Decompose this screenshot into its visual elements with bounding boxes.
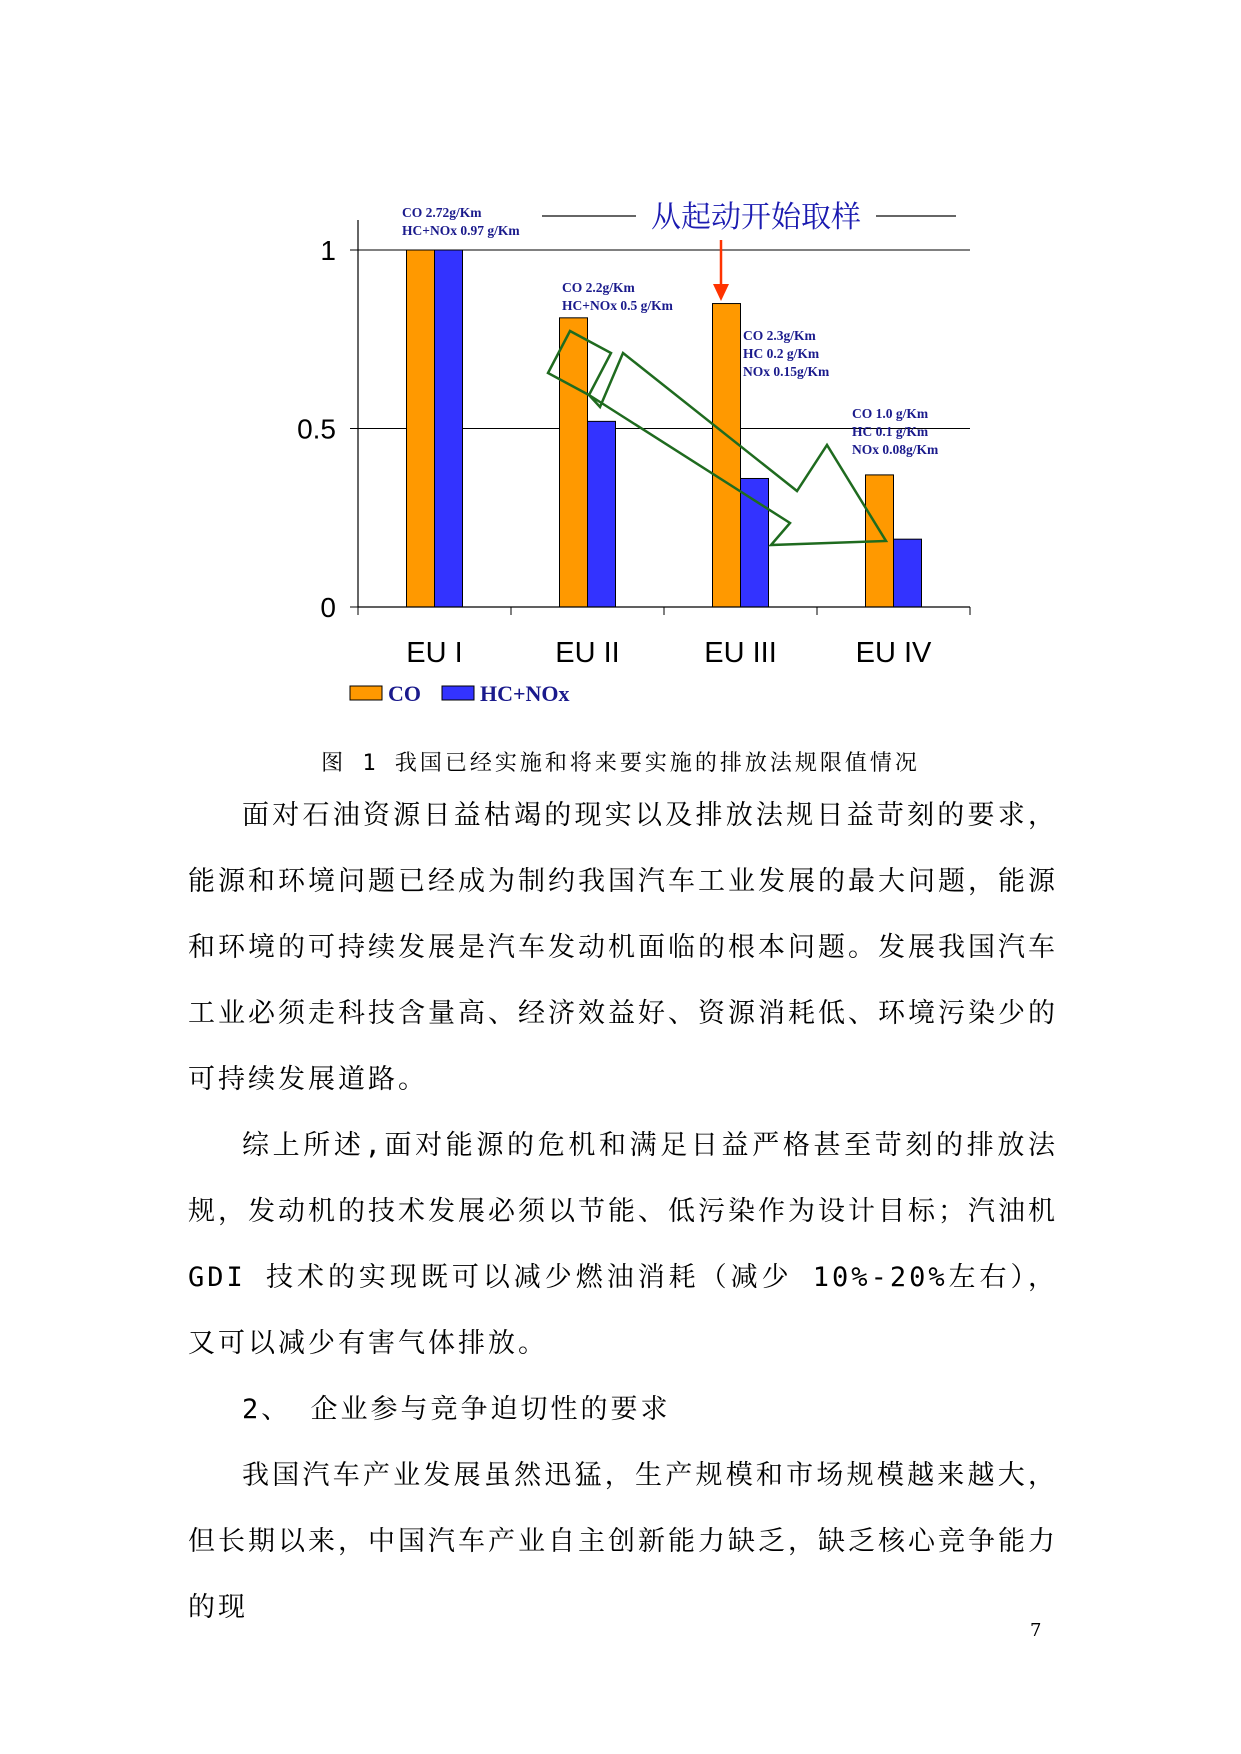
bar-co <box>713 304 741 607</box>
data-annotation: CO 2.3g/Km <box>743 328 816 343</box>
data-annotation: CO 2.2g/Km <box>562 280 635 295</box>
data-annotation: HC+NOx 0.5 g/Km <box>562 298 673 313</box>
y-tick-label: 1 <box>320 235 336 266</box>
bar-hc-nox <box>741 478 769 607</box>
data-annotation: CO 2.72g/Km <box>402 205 482 220</box>
legend-swatch <box>442 686 474 700</box>
page-number: 7 <box>1030 1620 1042 1641</box>
bar-hc-nox <box>588 421 616 607</box>
section-heading: 2、 企业参与竞争迫切性的要求 <box>242 1394 671 1425</box>
bar-hc-nox <box>435 250 463 607</box>
emission-limits-chart <box>0 0 1241 740</box>
data-annotation: NOx 0.08g/Km <box>852 442 939 457</box>
y-tick-label: 0.5 <box>297 413 336 445</box>
body-text-upper <box>188 783 1058 1377</box>
chart-legend <box>350 681 570 706</box>
bar-co <box>407 250 435 607</box>
legend-label: HC+NOx <box>480 681 570 706</box>
figure-caption: 图 1 我国已经实施和将来要实施的排放法规限值情况 <box>321 751 920 776</box>
chart-annotations <box>402 205 939 457</box>
data-annotation: NOx 0.15g/Km <box>743 364 830 379</box>
body-text-lower <box>188 1377 1058 1641</box>
x-tick-label: EU III <box>704 637 777 669</box>
paragraph-3: 我国汽车产业发展虽然迅猛，生产规模和市场规模越来越大，但长期以来，中国汽车产业自主创新能力缺乏，缺乏核心竞争能力的现 <box>188 1460 1058 1623</box>
paragraph-1: 面对石油资源日益枯竭的现实以及排放法规日益苛刻的要求，能源和环境问题已经成为制约我国汽车工业发展的最大问题，能源和环境的可持续发展是汽车发动机面临的根本问题。发展我国汽车工业必须走科技含量高、经济效益好、资源消耗低、环境污染少的可持续发展道路。 <box>188 800 1058 1095</box>
pointer-arrow-head <box>713 284 729 301</box>
x-tick-label: EU IV <box>855 637 932 669</box>
data-annotation: CO 1.0 g/Km <box>852 406 929 421</box>
x-tick-label: EU II <box>555 637 620 669</box>
data-annotation: HC 0.1 g/Km <box>852 424 929 439</box>
data-annotation: HC 0.2 g/Km <box>743 346 820 361</box>
x-tick-label: EU I <box>406 637 463 669</box>
legend-swatch <box>350 686 382 700</box>
legend-label: CO <box>388 681 421 706</box>
data-annotation: HC+NOx 0.97 g/Km <box>402 223 520 238</box>
bar-hc-nox <box>894 539 922 607</box>
chart-title: 从起动开始取样 <box>651 200 861 235</box>
bar-co <box>560 318 588 607</box>
y-tick-label: 0 <box>320 592 336 623</box>
paragraph-2: 综上所述,面对能源的危机和满足日益严格甚至苛刻的排放法规，发动机的技术发展必须以节能、低污染作为设计目标；汽油机 GDI 技术的实现既可以减少燃油消耗（减少 10%-20%左右），又可以减少有害气体排放。 <box>188 1130 1058 1359</box>
